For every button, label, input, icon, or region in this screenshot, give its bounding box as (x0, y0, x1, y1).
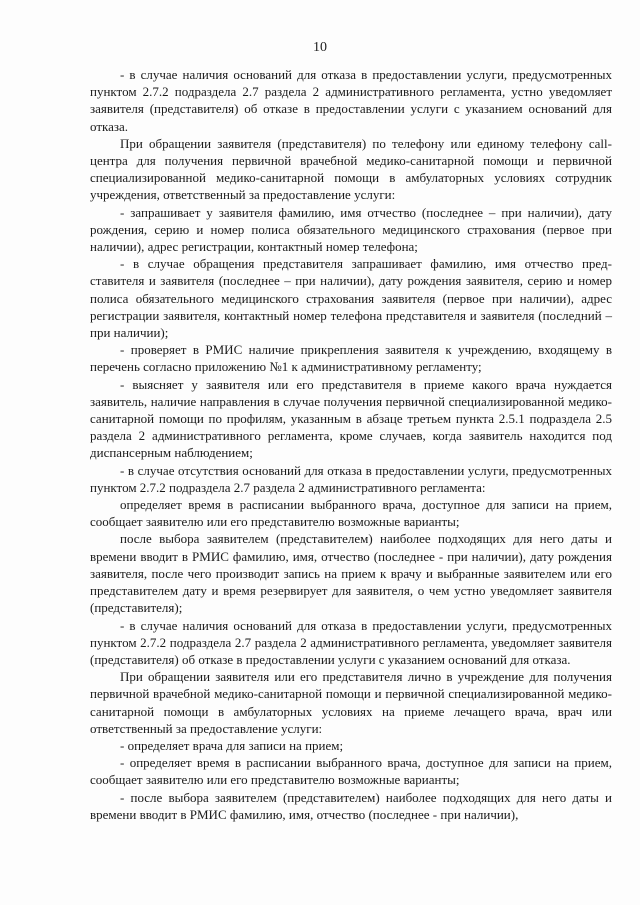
paragraph: - в случае обращения представителя запрашивает фамилию, имя отчество представителя и заявителя (последнее – при наличии), дату рождения заявителя, серию и номер полиса обязательного медицинского страхования заявителя (первое при наличии), адрес регистрации заявителя, контактный номер телефона представителя и заявителя (последний – при наличии); (90, 256, 612, 341)
paragraph: - проверяет в РМИС наличие прикрепления заявителя к учреждению, входящему в перечень согласно приложению №1 к административному регламенту; (90, 342, 612, 375)
paragraph: - в случае отсутствия оснований для отказа в предоставлении услуги, предусмотренных пунктом 2.7.2 подраздела 2.7 раздела 2 административного регламента: (90, 462, 612, 495)
paragraph: При обращении заявителя (представителя) по телефону или единому телефону call-центра для получения первичной врачебной медико-санитарной помощи и первичной специализированной медико-санитарной помощи в амбулаторных условиях сотрудник учреждения, ответственный за предоставление услуги: (90, 135, 612, 203)
paragraph: - выясняет у заявителя или его представителя в приеме какого врача нуждается заявитель, наличие направления в случае получения первичной специализированной медико-санитарной помощи по профилям, указанным в абзаце третьем пункта 2.5.1 подраздела 2.5 раздела 2 административного регламента, кроме случаев, когда заявитель находится под диспансерным наблюдением; (90, 376, 612, 461)
paragraph: - в случае наличия оснований для отказа в предоставлении услуги, предусмотренных пунктом 2.7.2 подраздела 2.7 раздела 2 административного регламента, устно уведомляет заявителя (представителя) об отказе в предоставлении услуги с указанием оснований для отказа. (90, 67, 612, 134)
paragraph: - после выбора заявителем (представителем) наиболее подходящих для него даты и времени вводит в РМИС фамилию, имя, отчество (последнее - при наличии), (90, 789, 612, 822)
paragraph: При обращении заявителя или его представителя лично в учреждение для получения первичной врачебной медико-санитарной помощи и первичной специализированной медико-санитарной помощи в амбулаторных условиях на приеме лечащего врача, врач или ответственный за предоставление услуги: (90, 669, 612, 736)
document-body (90, 66, 612, 823)
paragraph: - запрашивает у заявителя фамилию, имя отчество (последнее – при наличии), дату рождения, серию и номер полиса обязательного медицинского страхования (первое при наличии), адрес регистрации, контактный номер телефона; (90, 204, 612, 255)
paragraph: определяет время в расписании выбранного врача, доступное для записи на прием, сообщает заявителю или его представителю возможные варианты; (90, 497, 612, 530)
paragraph: после выбора заявителем (представителем) наиболее подходящих для него даты и времени вводит в РМИС фамилию, имя, отчество (последнее - при наличии), дату рождения заявителя, после чего производит запись на прием к врачу и выбранные заявителем или его представителем дату и время резервирует для заявителя, о чем устно уведомляет заявителя (представителя); (90, 531, 612, 616)
page-number: 10 (313, 40, 327, 55)
paragraph: - определяет время в расписании выбранного врача, доступное для записи на прием, сообщает заявителю или его представителю возможные варианты; (90, 755, 612, 788)
paragraph: - определяет врача для записи на прием; (120, 737, 344, 753)
paragraph: - в случае наличия оснований для отказа в предоставлении услуги, предусмотренных пунктом 2.7.2 подраздела 2.7 раздела 2 административного регламента, уведомляет заявителя (представителя) об отказе в предоставлении услуги с указанием оснований для отказа. (90, 617, 612, 667)
